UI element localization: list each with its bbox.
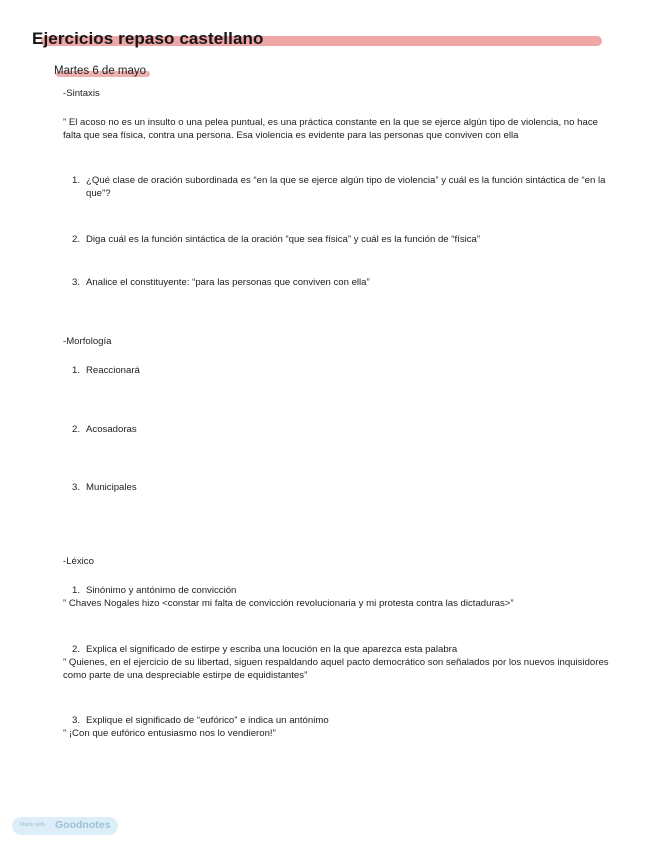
question-text: ¿Qué clase de oración subordinada es “en la que se ejerce algún tipo de violencia” y cuál es la función sintáctica de “en la que”? xyxy=(86,175,606,199)
item-text: Municipales xyxy=(86,482,137,493)
item-text: Explica el significado de estirpe y escriba una locución en la que aparezca esta palabra xyxy=(86,644,458,655)
item-number: 1. xyxy=(72,585,81,596)
date-block xyxy=(54,65,146,81)
lexico-quote-2: ” Quienes, en el ejercicio de su libertad, siguen respaldando aquel pacto democrático son señalados por los nuevos inquisidores como parte de una despreciable estirpe de equidistantes” xyxy=(63,657,609,681)
lexico-item-3 xyxy=(72,715,329,728)
question-text: Diga cuál es la función sintáctica de la oración “que sea física” y cuál es la función de “física” xyxy=(86,234,481,245)
badge-prefix: Made with xyxy=(20,822,46,828)
goodnotes-badge xyxy=(12,817,118,835)
item-number: 3. xyxy=(72,482,81,493)
section-heading-morfologia: -Morfología xyxy=(63,336,112,347)
page-title: Ejercicios repaso castellano xyxy=(32,29,264,48)
item-number: 2. xyxy=(72,424,81,435)
question-number: 3. xyxy=(72,277,81,288)
item-text: Acosadoras xyxy=(86,424,137,435)
sintaxis-question-1 xyxy=(72,175,610,200)
date-heading: Martes 6 de mayo xyxy=(54,65,147,77)
morfologia-item-2 xyxy=(72,424,137,437)
question-number: 2. xyxy=(72,234,81,245)
morfologia-item-3 xyxy=(72,482,137,495)
title-block xyxy=(27,28,602,54)
item-text: Explique el significado de “eufórico” e indica un antónimo xyxy=(86,715,329,726)
lexico-item-1 xyxy=(72,585,236,598)
question-text: Analice el constituyente: “para las personas que conviven con ella” xyxy=(86,277,370,288)
morfologia-item-1 xyxy=(72,365,140,378)
sintaxis-question-2 xyxy=(72,234,480,247)
item-text: Sinónimo y antónimo de convicción xyxy=(86,585,237,596)
sintaxis-question-3 xyxy=(72,277,370,290)
item-number: 1. xyxy=(72,365,81,376)
item-text: Reaccionará xyxy=(86,365,140,376)
item-number: 2. xyxy=(72,644,81,655)
lexico-quote-3: ” ¡Con que eufórico entusiasmo nos lo vendieron!” xyxy=(63,728,276,739)
question-number: 1. xyxy=(72,175,81,186)
lexico-quote-1: ” Chaves Nogales hizo <constar mi falta de convicción revolucionaria y mi protesta contra las dictaduras>” xyxy=(63,598,514,609)
badge-brand: Goodnotes xyxy=(55,819,111,831)
sintaxis-passage: ” El acoso no es un insulto o una pelea puntual, es una práctica constante en la que se ejerce algún tipo de violencia, no hace falta que sea física, contra una persona. Esa violencia es evidente para las personas que conviven con ella xyxy=(63,117,598,141)
section-heading-sintaxis: -Sintaxis xyxy=(63,88,100,99)
item-number: 3. xyxy=(72,715,81,726)
lexico-item-2 xyxy=(72,644,457,657)
section-heading-lexico: -Léxico xyxy=(63,556,94,567)
